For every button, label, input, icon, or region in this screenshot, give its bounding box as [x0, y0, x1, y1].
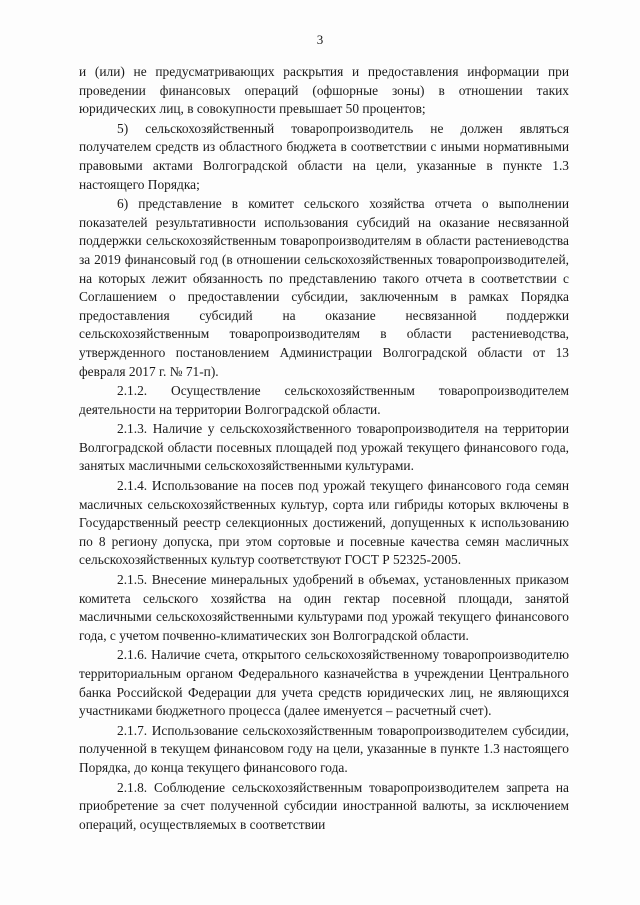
paragraph-2-1-7: 2.1.7. Использование сельскохозяйственным товаропроизводителем субсидии, полученной в текущем финансовом году на цели, указанные в пункте 1.3 настоящего Порядка, до конца текущего финансового года.: [79, 722, 569, 775]
paragraph-2-1-8: 2.1.8. Соблюдение сельскохозяйственным товаропроизводителем запрета на приобретение за счет полученной субсидии иностранной валюты, за исключением операций, осуществляемых в соответствии: [79, 779, 569, 832]
paragraph-2-1-6: 2.1.6. Наличие счета, открытого сельскохозяйственному товаропроизводителю территориальным органом Федерального казначейства в учреждении Центрального банка Российской Федерации для учета средств юридических лиц, не являющихся участниками бюджетного процесса (далее именуется – расчетный счет).: [79, 647, 569, 719]
paragraph-2-1-3: 2.1.3. Наличие у сельскохозяйственного товаропроизводителя на территории Волгоградской области посевных площадей под урожай текущего финансового года, занятых масличными сельскохозяйственными культурами.: [79, 421, 569, 474]
paragraph-2-1-2: 2.1.2. Осуществление сельскохозяйственным товаропроизводителем деятельности на территории Волгоградской области.: [79, 383, 569, 417]
page-number: 3: [316, 32, 324, 47]
paragraph-item-5: 5) сельскохозяйственный товаропроизводитель не должен являться получателем средств из областного бюджета в соответствии с иными нормативными правовыми актами Волгоградской области на цели, указанные в пункте 1.3 настоящего Порядка;: [79, 120, 569, 192]
paragraph-item-6: 6) представление в комитет сельского хозяйства отчета о выполнении показателей результативности использования субсидий на оказание несвязанной поддержки сельскохозяйственным товаропроизводителям в области растениеводства за 2019 финансовый год (в отношении сельскохозяйственных товаропроизводителей, на которых лежит обязанность по представлению такого отчета в соответствии с Соглашением о предоставлении субсидии, заключенным в рамках Порядка предоставления субсидий на оказание несвязанной поддержки сельскохозяйственным товаропроизводителям в области растениеводства, утвержденного постановлением Администрации Волгоградской области от 13 февраля 2017 г. № 71-п).: [79, 196, 569, 379]
paragraph-2-1-5: 2.1.5. Внесение минеральных удобрений в объемах, установленных приказом комитета сельского хозяйства на один гектар посевной площади, занятой масличными сельскохозяйственными культурами под урожай текущего финансового года, с учетом почвенно-климатических зон Волгоградской области.: [79, 572, 569, 643]
paragraph-2-1-4: 2.1.4. Использование на посев под урожай текущего финансового года семян масличных сельскохозяйственных культур, сорта или гибриды которых включены в Государственный реестр селекционных достижений, допущенных к использованию по 8 региону допуска, при этом сортовые и посевные качества семян масличных сельскохозяйственных культур соответствуют ГОСТ Р 52325-2005.: [79, 478, 569, 568]
paragraph-continuation: и (или) не предусматривающих раскрытия и предоставления информации при проведении финансовых операций (офшорные зоны) в отношении таких юридических лиц, в совокупности превышает 50 процентов;: [79, 64, 569, 117]
document-body: [79, 63, 569, 834]
